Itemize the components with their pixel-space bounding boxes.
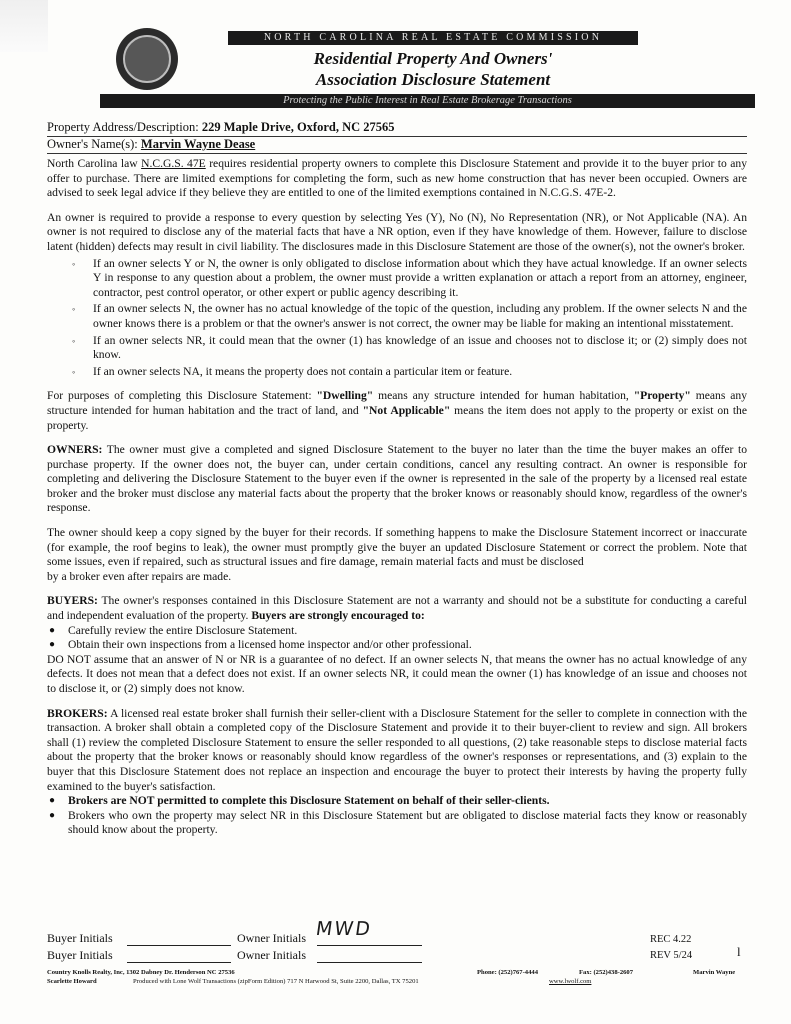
owner-initials-label: Owner Initials	[237, 948, 306, 962]
bullet-icon: ●	[49, 639, 56, 651]
bullet-icon: ●	[49, 624, 56, 636]
rec-number: REC 4.22	[650, 934, 692, 945]
title-line-2: Association Disclosure Statement	[315, 70, 551, 89]
commission-seal	[116, 28, 178, 90]
bullet-icon: ●	[49, 809, 56, 821]
initials-row-2	[47, 946, 747, 963]
form-revision	[650, 932, 692, 964]
property-address-value: 229 Maple Drive, Oxford, NC 27565	[201, 120, 395, 134]
title-line-1: Residential Property And Owners'	[313, 49, 553, 68]
page-mark: l	[737, 944, 741, 959]
owners-paragraph: OWNERS: The owner must give a completed and signed Disclosure Statement to the buyer no later than the time the buyer makes an offer to purchase property. If the owner does not, the buyer can, under certain conditions, cancel any resulting contract. An owner is responsible for completing and delivering the Disclosure Statement to the buyer even if the owner is represented in the sale of the property by a licensed real estate broker and the broker must disclose any material facts about the property that the broker knows or reasonably should know, regardless of the owner's response.	[47, 443, 747, 515]
buyer-initials-field[interactable]	[127, 933, 231, 946]
brokerage-fax: Fax: (252)438-2607	[579, 969, 634, 976]
list-item: ◦ If an owner selects NA, it means the property does not contain a particular item or feature.	[72, 364, 513, 378]
buyers-note: DO NOT assume that an answer of N or NR is a guarantee of no defect. If an owner selects N, that means the owner has no actual knowledge of any defects. It does not mean that a defect does not exist. If an owner selects NR, it could mean the owner (1) has knowledge of an issue and chooses not to disclose it, or (2) simply does not know.	[47, 652, 747, 695]
buyer-initials-field[interactable]	[127, 950, 231, 963]
brokerage-info: Country Knolls Realty, Inc, 1302 Dabney Dr. Henderson NC 27536	[47, 969, 235, 976]
definitions-paragraph: For purposes of completing this Disclosure Statement: "Dwelling" means any structure intended for human habitation, "Property" means any structure intended for human habitation and the tract of land, and "Not Applicable" means the item does not apply to the property or exist on the property.	[47, 389, 748, 432]
bullet-icon: ◦	[72, 258, 76, 269]
response-paragraph: An owner is required to provide a response to every question by selecting Yes (Y), No (N), No Representation (NR), or Not Applicable (NA). An owner is not required to disclose any of the material facts that have a NR option, even if they have knowledge of them. However, failure to disclose latent (hidden) defects may result in civil liability. The disclosures made in this Disclosure Statement are those of the owner(s), not the owner's broker.	[47, 210, 747, 253]
producer-link[interactable]: www.lwolf.com	[549, 978, 592, 985]
owner-short-name: Marvin Wayne	[693, 969, 736, 976]
buyers-paragraph: BUYERS: The owner's responses contained in this Disclosure Statement are not a warranty and should not be a substitute for conducting a careful and independent evaluation of the property. Buyers are strongly encouraged to:	[47, 594, 747, 623]
commission-name: NORTH CAROLINA REAL ESTATE COMMISSION	[228, 31, 638, 45]
intro-paragraph: North Carolina law N.C.G.S. 47E requires residential property owners to complete this Disclosure Statement and provide it to the buyer prior to any offer to purchase. There are limited exemptions for completing the form, such as new home construction that has never been occupied. Owners are advised to seek legal advice if they believe they are entitled to one of the limited exemptions contained in N.C.G.S. 47E-2.	[47, 157, 747, 200]
list-item: ● Carefully review the entire Disclosure Statement.	[49, 623, 298, 637]
buyer-initials-label: Buyer Initials	[47, 931, 113, 945]
bullet-icon: ●	[49, 795, 56, 807]
property-address-label: Property Address/Description:	[47, 120, 199, 134]
owners-heading: OWNERS:	[47, 443, 103, 457]
list-item: ◦ If an owner selects N, the owner has no actual knowledge of the topic of the question, including any problem. If the owner selects N and the owner knows there is a problem or that the owner's answer is not correct, the owner may be liable for making an intentional misstatement.	[72, 302, 747, 330]
tagline: Protecting the Public Interest in Real Estate Brokerage Transactions	[100, 94, 755, 108]
copy-paragraph: The owner should keep a copy signed by the buyer for their records. If something happens to make the Disclosure Statement incorrect or inaccurate (for example, the roof begins to leak), the owner must promptly give the buyer an updated Disclosure Statement or correct the problem. Note that some issues, even if repaired, such as structural issues and fire damage, remain material facts and must be disclosed by a broker even after repairs are made.	[47, 526, 747, 583]
seal-emblem	[123, 35, 171, 83]
initials-row-1	[47, 929, 747, 946]
bullet-icon: ◦	[72, 366, 76, 377]
law-link: N.C.G.S. 47E	[141, 157, 206, 170]
scan-smudge	[0, 0, 48, 52]
brokers-paragraph: BROKERS: A licensed real estate broker shall furnish their seller-client with a Disclosure Statement for the seller to complete in connection with the transaction. A broker shall obtain a completed copy of the Disclosure Statement and provide it to their buyer-client to review and sign. All brokers shall (1) review the completed Disclosure Statement to ensure the seller responded to all questions, (2) take reasonable steps to disclose material facts about the property that the broker knows or reasonably should know regardless of the owner's responses or representations, and (3) explain to the buyer that this Disclosure Statement does not replace an inspection and encourage the buyer to protect their interests by having the property fully examined to the buyer's satisfaction.	[47, 706, 747, 793]
producer-footer	[47, 968, 747, 986]
list-item: ◦ If an owner selects Y or N, the owner is only obligated to disclose information about which they have actual knowledge. If an owner selects Y in response to any question about a problem, the owner must provide a written explanation or attach a report from an attorney, engineer, contractor, pest control operator, or other expert or public agency describing it.	[72, 256, 747, 299]
property-info	[47, 120, 747, 154]
owner-initials-label: Owner Initials	[237, 931, 306, 945]
bullet-icon: ◦	[72, 335, 76, 346]
bullet-icon: ◦	[72, 304, 76, 315]
brokers-heading: BROKERS:	[47, 706, 108, 720]
buyers-heading: BUYERS:	[47, 594, 98, 608]
buyer-initials-label: Buyer Initials	[47, 948, 113, 962]
list-item: ● Brokers who own the property may select NR in this Disclosure Statement but are obligated to disclose material facts they know or reasonably should know about the property.	[49, 808, 747, 837]
disclosure-body	[47, 157, 747, 838]
owner-name-label: Owner's Name(s):	[47, 137, 138, 151]
owner-name-line	[47, 137, 747, 154]
owner-name-value: Marvin Wayne Dease	[140, 137, 256, 151]
owner-initials-signature: MWD	[314, 918, 374, 940]
initials-block	[47, 929, 747, 963]
producer-info: Produced with Lone Wolf Transactions (zipForm Edition) 717 N Harwood St, Suite 2200, Dallas, TX 75201	[133, 978, 419, 985]
response-bullets	[47, 257, 747, 380]
brokerage-phone: Phone: (252)767-4444	[477, 969, 538, 976]
agent-name: Scarlette Howard	[47, 978, 97, 985]
list-item: ● Brokers are NOT permitted to complete this Disclosure Statement on behalf of their seller-clients.	[49, 794, 550, 808]
document-title	[228, 48, 638, 90]
rev-date: REV 5/24	[650, 950, 693, 961]
brokers-bullets	[47, 794, 747, 838]
property-address-line	[47, 120, 747, 137]
owner-initials-field[interactable]	[317, 950, 422, 963]
list-item: ● Obtain their own inspections from a licensed home inspector and/or other professional.	[49, 638, 472, 652]
list-item: ◦ If an owner selects NR, it could mean that the owner (1) has knowledge of an issue and chooses not to disclose it; or (2) simply does not know.	[72, 333, 747, 362]
buyers-bullets	[47, 624, 747, 653]
